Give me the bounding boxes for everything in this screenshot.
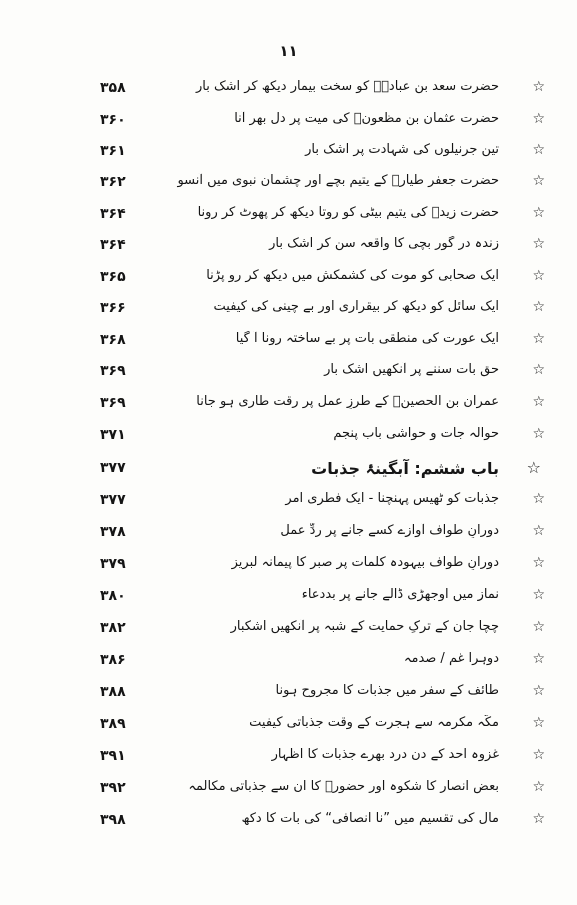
entry-title: دوہرا غم / صدمہ [403, 651, 499, 666]
toc-entry [0, 423, 577, 451]
entry-title: ایک صحابی کو موت کی کشمکش میں دیکھ کر رو پڑنا [206, 268, 499, 283]
entry-title: دورانِ طواف بیہودہ کلمات پر صبر کا پیمانہ لبریز [231, 555, 499, 570]
entry-title: بعض انصار کا شکوہ اور حضورؐ کا ان سے جذباتی مکالمہ [188, 779, 499, 794]
entry-title: جذبات کو ٹھیس پہنچنا - ایک فطری امر [285, 491, 499, 506]
entry-page-number: ۳۶۲ [100, 174, 126, 190]
toc-entry [0, 108, 577, 136]
entry-page-number: ۳۷۷ [100, 492, 126, 508]
entry-title: حضرت زیدؓ کی یتیم بیٹی کو روتا دیکھ کر پھوٹ کر رونا [197, 205, 499, 220]
star-bullet-icon: ☆ [532, 811, 545, 827]
toc-entry [0, 170, 577, 198]
entry-title: عمران بن الحصینؓ کے طرزِ عمل پر رقت طاری ہو جانا [196, 394, 499, 409]
star-bullet-icon: ☆ [532, 394, 545, 410]
entry-page-number: ۳۶۴ [100, 237, 126, 253]
star-bullet-icon: ☆ [532, 651, 545, 667]
entry-title: طائف کے سفر میں جذبات کا مجروح ہونا [275, 683, 499, 698]
star-bullet-icon: ☆ [532, 426, 545, 442]
toc-entry [0, 584, 577, 612]
star-bullet-icon: ☆ [532, 142, 545, 158]
entry-page-number: ۳۶۰ [100, 112, 126, 128]
entry-title: چچا جان کے ترکِ حمایت کے شبہ پر آنکھیں اشکبار [230, 619, 499, 634]
entry-page-number: ۳۵۸ [100, 80, 126, 96]
toc-entry [0, 76, 577, 104]
entry-title: ایک سائل کو دیکھ کر بیقراری اور بے چینی کی کیفیت [213, 299, 499, 314]
star-bullet-icon: ☆ [532, 779, 545, 795]
entry-page-number: ۳۶۶ [100, 300, 126, 316]
entry-title: غزوہ احد کے دن درد بھرے جذبات کا اظہار [271, 747, 499, 762]
toc-entry [0, 808, 577, 836]
star-bullet-icon: ☆ [532, 236, 545, 252]
entry-title: حوالہ جات و حواشی باب پنجم [333, 426, 499, 441]
star-bullet-icon: ☆ [532, 587, 545, 603]
entry-page-number: ۳۶۱ [100, 143, 126, 159]
toc-entry [0, 296, 577, 324]
toc-entry [0, 233, 577, 261]
star-bullet-icon: ☆ [526, 458, 541, 477]
entry-title: حضرت جعفر طیارؓ کے یتیم بچے اور چشمان نبوی میں آنسو [177, 173, 499, 188]
entry-page-number: ۳۶۵ [100, 269, 126, 285]
entry-page-number: ۳۷۷ [100, 460, 126, 476]
star-bullet-icon: ☆ [532, 555, 545, 571]
entry-page-number: ۳۸۰ [100, 588, 126, 604]
toc-entry [0, 202, 577, 230]
entry-page-number: ۳۸۶ [100, 652, 126, 668]
entry-page-number: ۳۶۴ [100, 206, 126, 222]
star-bullet-icon: ☆ [532, 523, 545, 539]
toc-entry [0, 552, 577, 580]
entry-page-number: ۳۷۱ [100, 427, 126, 443]
entry-title: حق بات سننے پر آنکھیں اشک بار [324, 362, 499, 377]
toc-entry [0, 712, 577, 740]
toc-entry [0, 265, 577, 293]
entry-page-number: ۳۸۲ [100, 620, 126, 636]
star-bullet-icon: ☆ [532, 747, 545, 763]
star-bullet-icon: ☆ [532, 268, 545, 284]
entry-page-number: ۳۶۹ [100, 363, 126, 379]
chapter-heading-title: باب ششم: آبگینۂ جذبات [311, 459, 499, 478]
entry-title: تین جرنیلوں کی شہادت پر اشک بار [305, 142, 499, 157]
entry-page-number: ۳۶۹ [100, 395, 126, 411]
entry-page-number: ۳۸۹ [100, 716, 126, 732]
entry-page-number: ۳۹۱ [100, 748, 126, 764]
toc-entry [0, 616, 577, 644]
toc-entry [0, 776, 577, 804]
toc-entry [0, 648, 577, 676]
toc-entry [0, 744, 577, 772]
entry-title: حضرت سعد بن عبادہؓ کو سخت بیمار دیکھ کر اشک بار [196, 79, 499, 94]
chapter-heading-row [0, 456, 577, 484]
entry-title: مال کی تقسیم میں ”نا انصافی“ کی بات کا دکھ [241, 811, 499, 826]
star-bullet-icon: ☆ [532, 299, 545, 315]
entry-page-number: ۳۹۸ [100, 812, 126, 828]
star-bullet-icon: ☆ [532, 331, 545, 347]
entry-title: ایک عورت کی منطقی بات پر بے ساختہ رونا آ گیا [235, 331, 499, 346]
toc-entry [0, 328, 577, 356]
entry-title: دورانِ طواف آوازے کسے جانے پر ردِّ عمل [280, 523, 499, 538]
entry-page-number: ۳۷۸ [100, 524, 126, 540]
entry-title: حضرت عثمان بن مظعونؓ کی میت پر دل بھر آنا [234, 111, 499, 126]
entry-page-number: ۳۷۹ [100, 556, 126, 572]
toc-entry [0, 488, 577, 516]
entry-page-number: ۳۶۸ [100, 332, 126, 348]
toc-entry [0, 680, 577, 708]
star-bullet-icon: ☆ [532, 79, 545, 95]
star-bullet-icon: ☆ [532, 619, 545, 635]
toc-entry [0, 359, 577, 387]
toc-entry [0, 391, 577, 419]
star-bullet-icon: ☆ [532, 205, 545, 221]
entry-title: نماز میں اوجھڑی ڈالے جانے پر بددعاء [301, 587, 499, 602]
star-bullet-icon: ☆ [532, 111, 545, 127]
entry-page-number: ۳۹۲ [100, 780, 126, 796]
star-bullet-icon: ☆ [532, 715, 545, 731]
entry-page-number: ۳۸۸ [100, 684, 126, 700]
toc-entry [0, 520, 577, 548]
toc-entry [0, 139, 577, 167]
page-number: ۱۱ [279, 42, 298, 60]
entry-title: زندہ در گور بچی کا واقعہ سن کر اشک بار [269, 236, 499, 251]
star-bullet-icon: ☆ [532, 362, 545, 378]
star-bullet-icon: ☆ [532, 683, 545, 699]
star-bullet-icon: ☆ [532, 173, 545, 189]
star-bullet-icon: ☆ [532, 491, 545, 507]
entry-title: مکّہ مکرمہ سے ہجرت کے وقت جذباتی کیفیت [249, 715, 499, 730]
